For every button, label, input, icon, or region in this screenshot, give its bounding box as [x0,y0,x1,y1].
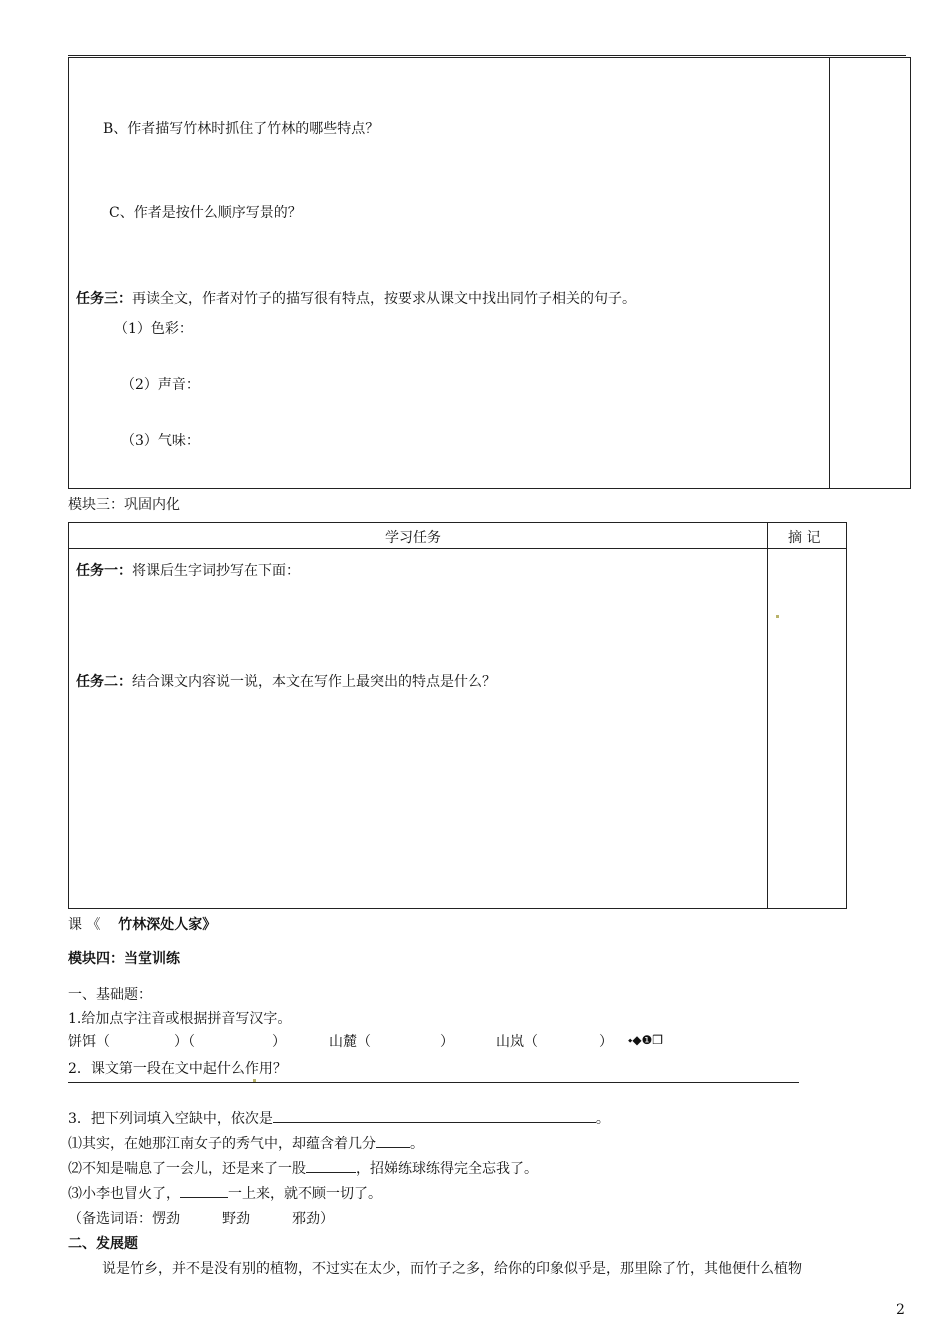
sentence-2 [68,1158,538,1178]
table1-divider [829,57,830,489]
s1-prefix: ⑴其实，在她那江南女子的秀气中，却蕴含着几分 [68,1136,376,1152]
q3-suffix: 。 [595,1111,610,1127]
col-header-notes: 摘 记 [788,530,821,546]
answer-rule [68,1082,799,1083]
s3-prefix: ⑶小李也冒火了， [68,1186,180,1202]
col-header-task: 学习任务 [385,530,441,546]
word-shanlu: 山麓（ [329,1034,371,1050]
task2-label: 任务二： [76,674,132,690]
table2-divider [767,522,768,909]
paren-4: ） [599,1034,613,1050]
item-sound: （2）声音： [121,377,200,393]
s1-blank[interactable] [376,1133,410,1148]
item-smell: （3）气味： [121,433,200,449]
s3-suffix: 一上来，就不顾一切了。 [228,1186,382,1202]
task2-line [76,671,496,691]
lesson-prefix: 课 《 [68,917,101,933]
s2-blank[interactable] [306,1158,356,1173]
question-1: 1.给加点字注音或根据拼音写汉字。 [68,1011,292,1027]
stray-glyphs: ⬩◆❶❒ [628,1033,664,1047]
paren-2: ） [272,1034,286,1050]
development-heading: 二、发展题 [68,1236,138,1252]
paren-1: ）（ [174,1034,195,1050]
question-3 [68,1108,610,1128]
table2-header-rule [68,548,847,549]
sentence-3 [68,1183,382,1203]
stray-mark-2 [253,1079,256,1082]
task3-label: 任务三： [76,291,132,307]
page-number: 2 [896,1302,905,1318]
word-options: （备选词语：愣劲 野劲 邪劲） [68,1211,334,1227]
question-b: B、作者描写竹林时抓住了竹林的哪些特点？ [103,121,380,137]
q3-prefix: 3．把下列词填入空缺中，依次是 [68,1111,273,1127]
task2-text: 结合课文内容说一说，本文在写作上最突出的特点是什么？ [132,674,496,690]
word-bingěr: 饼饵（ [68,1034,110,1050]
development-text: 说是竹乡，并不是没有别的植物，不过实在太少，而竹子之多，给你的印象似乎是，那里除了竹，其他便什么植物 [102,1261,802,1277]
module4-heading: 模块四：当堂训练 [68,951,180,967]
question-2: 2．课文第一段在文中起什么作用？ [68,1061,287,1077]
question-c: C、作者是按什么顺序写景的？ [109,205,302,221]
lesson-title-line [68,914,216,934]
task3-line [76,288,636,308]
basic-heading: 一、基础题： [68,987,152,1003]
task-table-2 [68,522,847,909]
task1-text: 将课后生字词抄写在下面： [132,563,300,579]
top-rule [68,55,906,56]
s2-prefix: ⑵不知是喘息了一会儿，还是来了一股 [68,1161,306,1177]
task3-text: 再读全文，作者对竹子的描写很有特点，按要求从课文中找出同竹子相关的句子。 [132,291,636,307]
q3-blank[interactable] [273,1108,596,1123]
s2-suffix: ，招娣练球练得完全忘我了。 [356,1161,538,1177]
module3-heading: 模块三：巩固内化 [68,497,180,513]
task1-label: 任务一： [76,563,132,579]
item-color: （1）色彩： [114,321,193,337]
word-shanlan: 山岚（ [496,1034,538,1050]
stray-mark [776,615,779,618]
pinyin-row [68,1031,708,1051]
sentence-1 [68,1133,424,1153]
s1-suffix: 。 [410,1136,424,1152]
task1-line [76,560,300,580]
s3-blank[interactable] [180,1183,228,1198]
lesson-title: 竹林深处人家》 [118,917,217,933]
paren-3: ） [440,1034,454,1050]
